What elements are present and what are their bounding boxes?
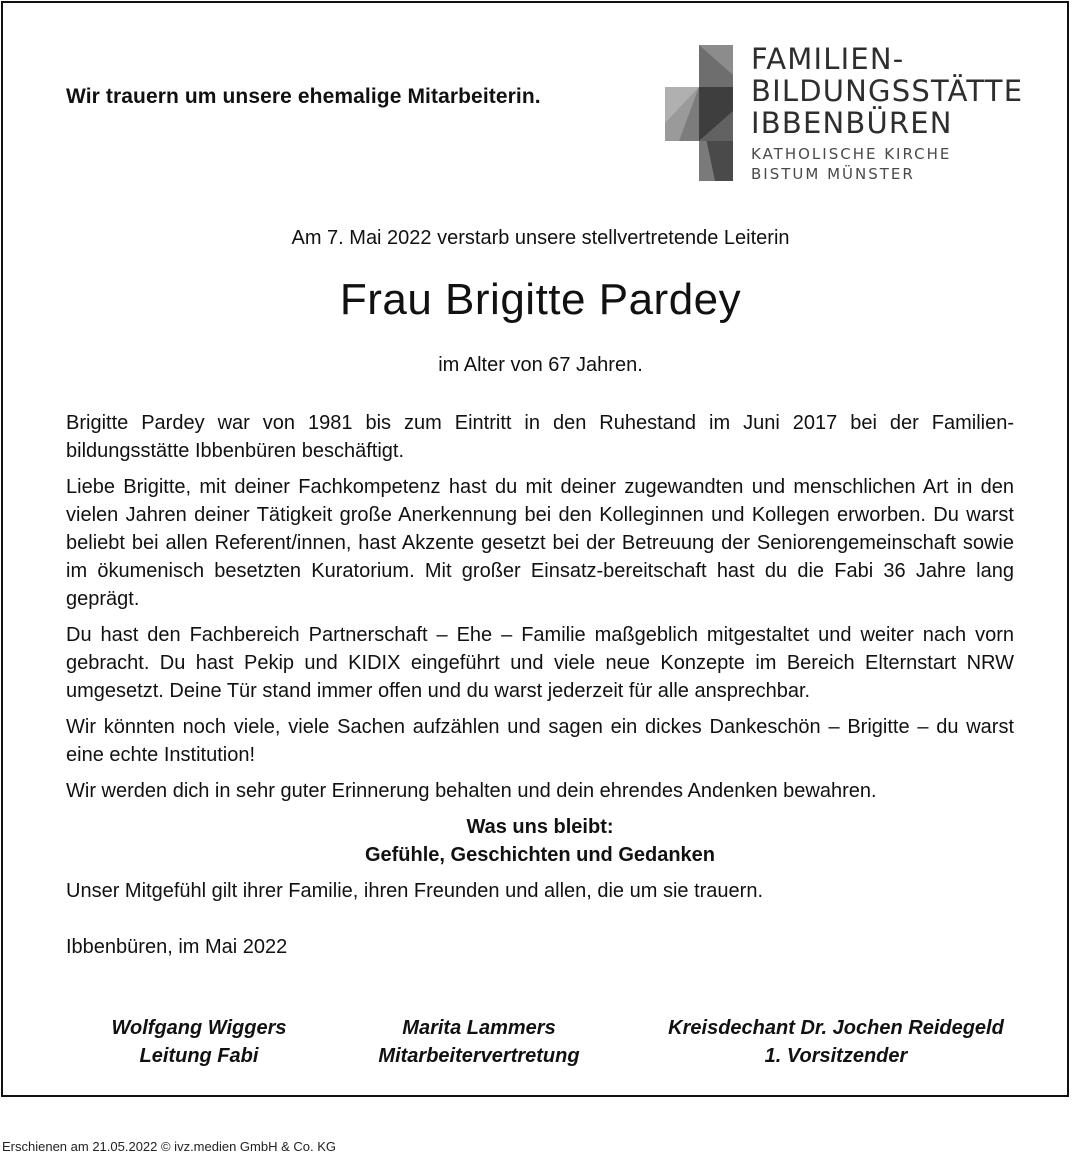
signature-name: Kreisdechant Dr. Jochen Reidegeld — [668, 1017, 1004, 1039]
logo-line-3: IBBENBÜREN — [751, 106, 953, 140]
signature-name: Wolfgang Wiggers — [111, 1017, 287, 1039]
intro-line: Am 7. Mai 2022 verstarb unsere stellvertretende Leiterin — [291, 227, 790, 249]
paragraph-condolence: Unser Mitgefühl gilt ihrer Familie, ihren Freunden und allen, die um sie trauern. — [66, 880, 764, 902]
header-headline: Wir trauern um unsere ehemalige Mitarbeiterin. — [66, 85, 541, 108]
quote-line-1: Was uns bleibt: — [466, 816, 614, 838]
deceased-name: Frau Brigitte Pardey — [339, 275, 742, 324]
logo-line-1: FAMILIEN- — [751, 42, 905, 76]
signature-block — [63, 1014, 335, 1070]
paragraph-tribute: Liebe Brigitte, mit deiner Fachkompetenz hast du mit deiner zugewandten und menschlichen Art in den vielen Jahren deiner Tätigkeit große Anerkennung bei den Kolleginnen und Kollegen erworben. Du warst beliebt bei allen Referent/innen, hast Akzente gesetzt bei der Betreuung der Seniorengemeinschaft sowie im ökumenisch besetzten Kuratorium. Mit großer Einsatz-bereitschaft hast du die Fabi 36 Jahre lang geprägt. — [66, 476, 1014, 610]
quote-block — [66, 813, 1014, 869]
publication-footer: Erschienen am 21.05.2022 © ivz.medien GmbH & Co. KG — [2, 1139, 337, 1154]
logo-wordmark — [751, 43, 1023, 184]
paragraph-thanks: Wir könnten noch viele, viele Sachen aufzählen und sagen ein dickes Dankeschön – Brigitte – du warst eine echte Institution! — [66, 716, 1014, 766]
logo-line-4: KATHOLISCHE KIRCHE — [751, 145, 952, 163]
place-date: Ibbenbüren, im Mai 2022 — [66, 936, 288, 958]
cross-icon — [665, 45, 737, 181]
notice-frame — [1, 1, 1069, 1097]
signature-name: Marita Lammers — [402, 1017, 556, 1039]
age-line: im Alter von 67 Jahren. — [438, 354, 643, 376]
signature-role: Mitarbeitervertretung — [378, 1045, 580, 1067]
paragraph-employment: Brigitte Pardey war von 1981 bis zum Eintritt in den Ruhestand im Juni 2017 bei der Familien-bildungsstätte Ibbenbüren beschäftigt. — [66, 412, 1014, 462]
signature-role: Leitung Fabi — [139, 1045, 259, 1067]
logo-line-5: BISTUM MÜNSTER — [751, 165, 915, 183]
organization-logo — [665, 42, 1025, 185]
paragraph-remembrance: Wir werden dich in sehr guter Erinnerung behalten und dein ehrendes Andenken bewahren. — [66, 780, 877, 802]
paragraph-achievements: Du hast den Fachbereich Partnerschaft – Ehe – Familie maßgeblich mitgestaltet und weiter nach vorn gebracht. Du hast Pekip und KIDIX eingeführt und viele neue Konzepte im Bereich Elternstart NRW umgesetzt. Deine Tür stand immer offen und du warst jederzeit für alle ansprechbar. — [66, 624, 1014, 702]
notice-body — [66, 409, 1014, 969]
quote-line-2: Gefühle, Geschichten und Gedanken — [364, 844, 716, 866]
logo-line-2: BILDUNGSSTÄTTE — [751, 74, 1024, 108]
signature-role: 1. Vorsitzender — [764, 1045, 908, 1067]
signature-block — [361, 1014, 597, 1070]
signature-block — [649, 1014, 1023, 1070]
